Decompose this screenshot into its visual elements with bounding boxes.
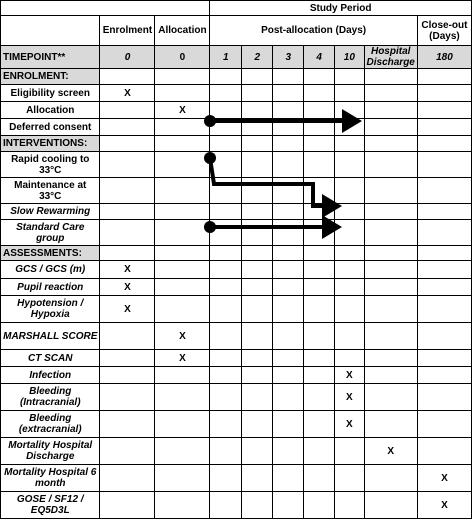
section-enrolment: ENROLMENT: <box>1 69 100 85</box>
timepoint-enrolment: 0 <box>100 46 155 69</box>
section-assessments: ASSESSMENTS: <box>1 246 100 261</box>
table-row <box>1 367 472 384</box>
table-row <box>1 204 472 220</box>
mark-x: X <box>417 465 471 492</box>
row-label-bleeding-extra: Bleeding (extracranial) <box>1 411 100 438</box>
timepoint-day: 10 <box>335 46 364 69</box>
enrolment-header: Enrolment <box>100 16 155 46</box>
row-label-pupil: Pupil reaction <box>1 279 100 296</box>
row-label-standard-care: Standard Care group <box>1 220 100 246</box>
table-row <box>1 411 472 438</box>
table-row <box>1 261 472 279</box>
row-label-maintenance: Maintenance at 33°C <box>1 178 100 204</box>
post-allocation-header: Post-allocation (Days) <box>210 16 418 46</box>
mark-x: X <box>364 438 417 465</box>
row-label-rapid-cooling: Rapid cooling to 33°C <box>1 152 100 178</box>
timepoint-close-out: 180 <box>417 46 471 69</box>
table-row <box>1 152 472 178</box>
timepoint-day: 4 <box>304 46 335 69</box>
mark-x: X <box>100 85 155 102</box>
mark-x: X <box>155 102 210 119</box>
empty-label-cell <box>1 16 100 46</box>
mark-x: X <box>155 350 210 367</box>
row-label-gcs: GCS / GCS (m) <box>1 261 100 279</box>
mark-x: X <box>335 411 364 438</box>
timepoint-day: 3 <box>273 46 304 69</box>
mark-x: X <box>417 492 471 519</box>
mark-x: X <box>100 261 155 279</box>
timepoint-day: 2 <box>242 46 273 69</box>
mark-x: X <box>100 296 155 323</box>
timepoint-allocation: 0 <box>155 46 210 69</box>
section-row <box>1 246 472 261</box>
mark-x: X <box>335 384 364 411</box>
table-row <box>1 438 472 465</box>
table-row <box>1 85 472 102</box>
table-row <box>1 220 472 246</box>
study-period-row <box>1 1 472 16</box>
table-row <box>1 323 472 350</box>
mark-x: X <box>100 279 155 296</box>
timepoint-hospital-discharge: Hospital Discharge <box>364 46 417 69</box>
empty-corner <box>1 1 210 16</box>
row-label-mortality-6m: Mortality Hospital 6 month <box>1 465 100 492</box>
table-row <box>1 384 472 411</box>
row-label-marshall: MARSHALL SCORE <box>1 323 100 350</box>
table-row <box>1 465 472 492</box>
timepoint-day: 1 <box>210 46 242 69</box>
row-label-ct-scan: CT SCAN <box>1 350 100 367</box>
close-out-header: Close-out (Days) <box>417 16 471 46</box>
row-label-hypotension: Hypotension / Hypoxia <box>1 296 100 323</box>
table-row <box>1 350 472 367</box>
section-row <box>1 136 472 152</box>
timepoint-label: TIMEPOINT** <box>1 46 100 69</box>
timepoint-row <box>1 46 472 69</box>
row-label-allocation: Allocation <box>1 102 100 119</box>
table-row <box>1 492 472 519</box>
section-row <box>1 69 472 85</box>
table-row <box>1 119 472 136</box>
mark-x: X <box>155 323 210 350</box>
mark-x: X <box>335 367 364 384</box>
row-label-bleeding-intra: Bleeding (Intracranial) <box>1 384 100 411</box>
row-label-deferred-consent: Deferred consent <box>1 119 100 136</box>
table-row <box>1 178 472 204</box>
row-label-gose: GOSE / SF12 / EQ5D3L <box>1 492 100 519</box>
section-interventions: INTERVENTIONS: <box>1 136 100 152</box>
table-row <box>1 296 472 323</box>
row-label-slow-rewarming: Slow Rewarming <box>1 204 100 220</box>
allocation-header: Allocation <box>155 16 210 46</box>
row-label-mortality-discharge: Mortality Hospital Discharge <box>1 438 100 465</box>
column-group-row <box>1 16 472 46</box>
table-row <box>1 279 472 296</box>
table-row <box>1 102 472 119</box>
row-label-eligibility: Eligibility screen <box>1 85 100 102</box>
row-label-infection: Infection <box>1 367 100 384</box>
study-period-header: Study Period <box>210 1 472 16</box>
